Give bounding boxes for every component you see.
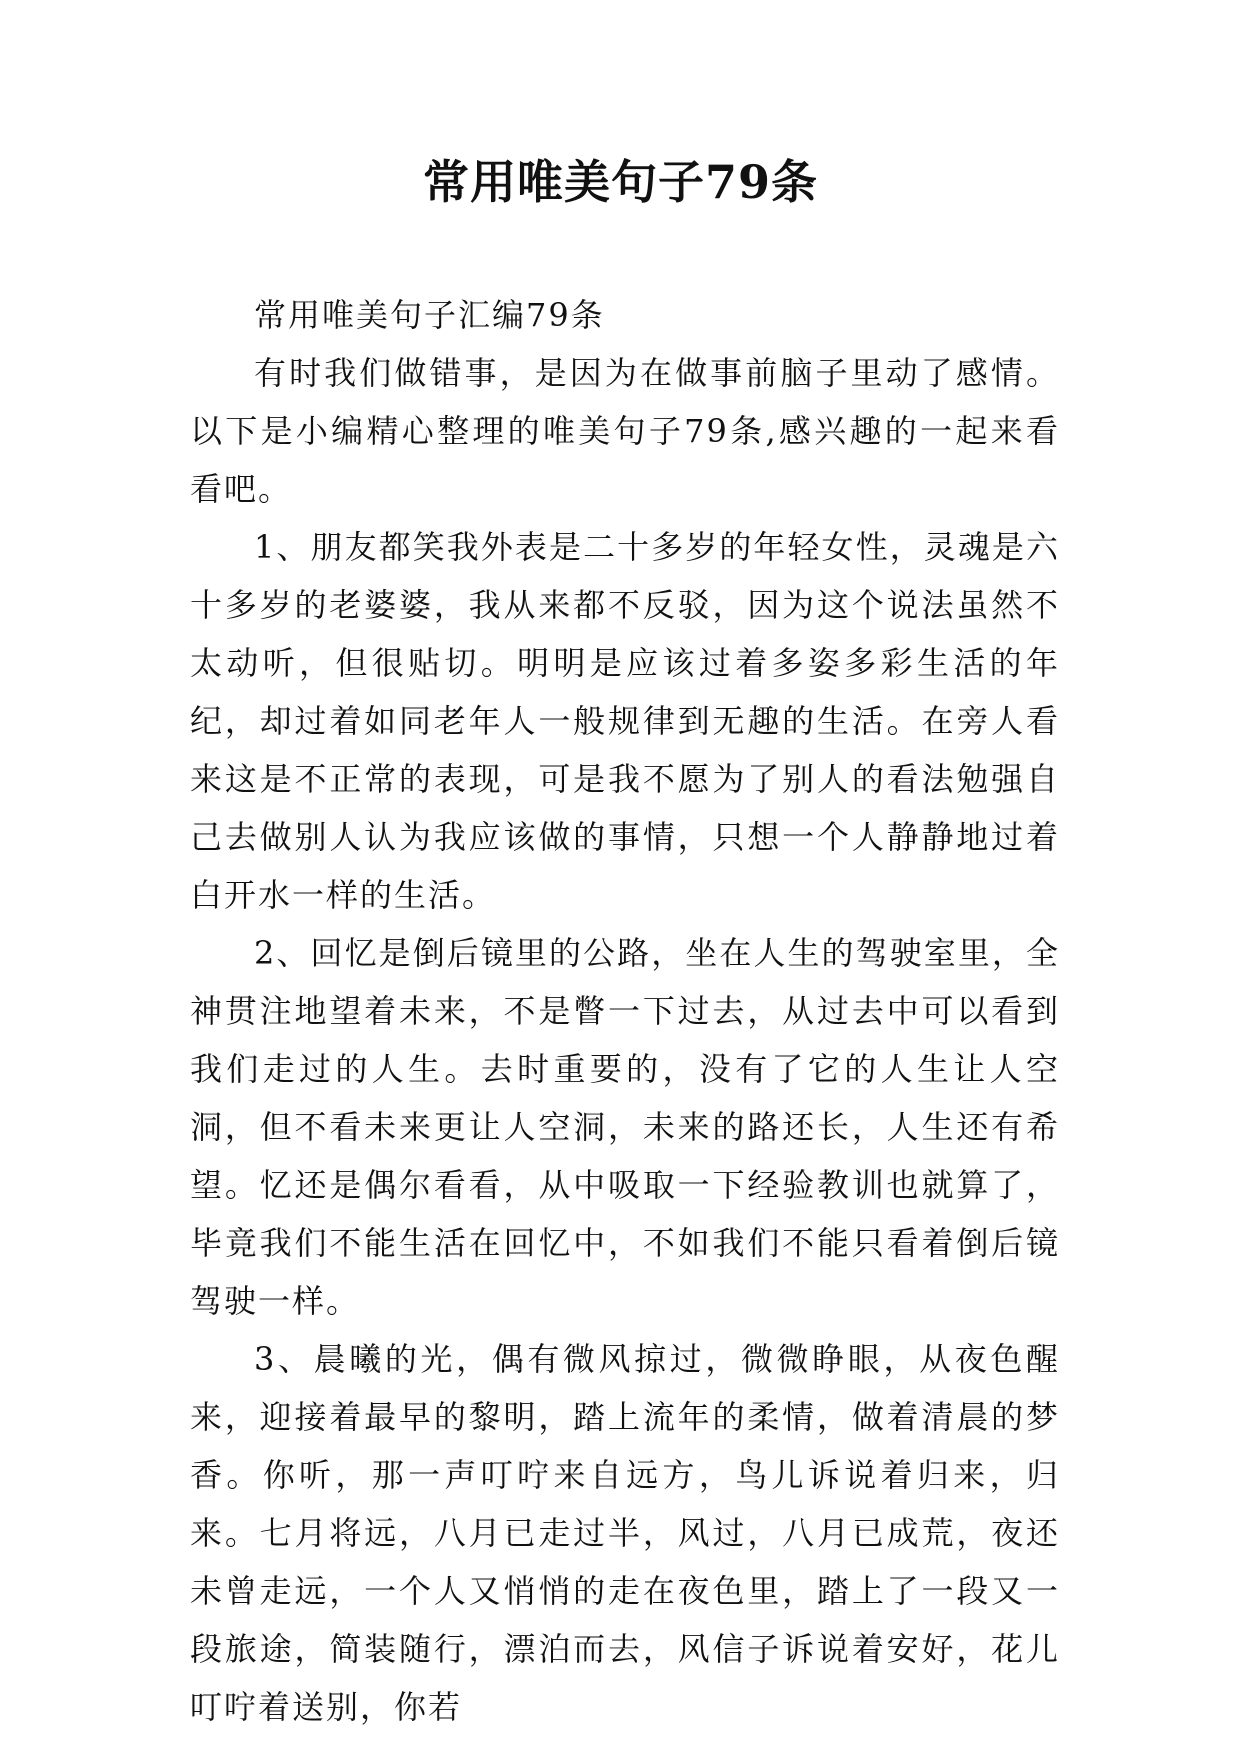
sentence-paragraph-2: 2、回忆是倒后镜里的公路，坐在人生的驾驶室里，全神贯注地望着未来，不是瞥一下过去，从过去中可以看到我们走过的人生。去时重要的，没有了它的人生让人空洞，但不看未来更让人空洞，未来的路还长，人生还有希望。忆还是偶尔看看，从中吸取一下经验教训也就算了，毕竟我们不能生活在回忆中，不如我们不能只看着倒后镜驾驶一样。 xyxy=(190,934,1060,1320)
sentence-paragraph-1: 1、朋友都笑我外表是二十多岁的年轻女性，灵魂是六十多岁的老婆婆，我从来都不反驳，因为这个说法虽然不太动听，但很贴切。明明是应该过着多姿多彩生活的年纪，却过着如同老年人一般规律到无趣的生活。在旁人看来这是不正常的表现，可是我不愿为了别人的看法勉强自己去做别人认为我应该做的事情，只想一个人静静地过着白开水一样的生活。 xyxy=(190,528,1060,914)
intro-paragraph: 有时我们做错事，是因为在做事前脑子里动了感情。以下是小编精心整理的唯美句子79条,感兴趣的一起来看看吧。 xyxy=(190,354,1060,508)
sentence-paragraph-3: 3、晨曦的光，偶有微风掠过，微微睁眼，从夜色醒来，迎接着最早的黎明，踏上流年的柔情，做着清晨的梦香。你听，那一声叮咛来自远方，鸟儿诉说着归来，归来。七月将远，八月已走过半，风过，八月已成荒，夜还未曾走远，一个人又悄悄的走在夜色里，踏上了一段又一段旅途，简装随行，漂泊而去，风信子诉说着安好，花儿叮咛着送别，你若 xyxy=(190,1340,1060,1726)
document-title: 常用唯美句子79条 xyxy=(422,155,818,209)
subtitle-paragraph: 常用唯美句子汇编79条 xyxy=(254,296,605,334)
document-body xyxy=(190,286,1060,1736)
